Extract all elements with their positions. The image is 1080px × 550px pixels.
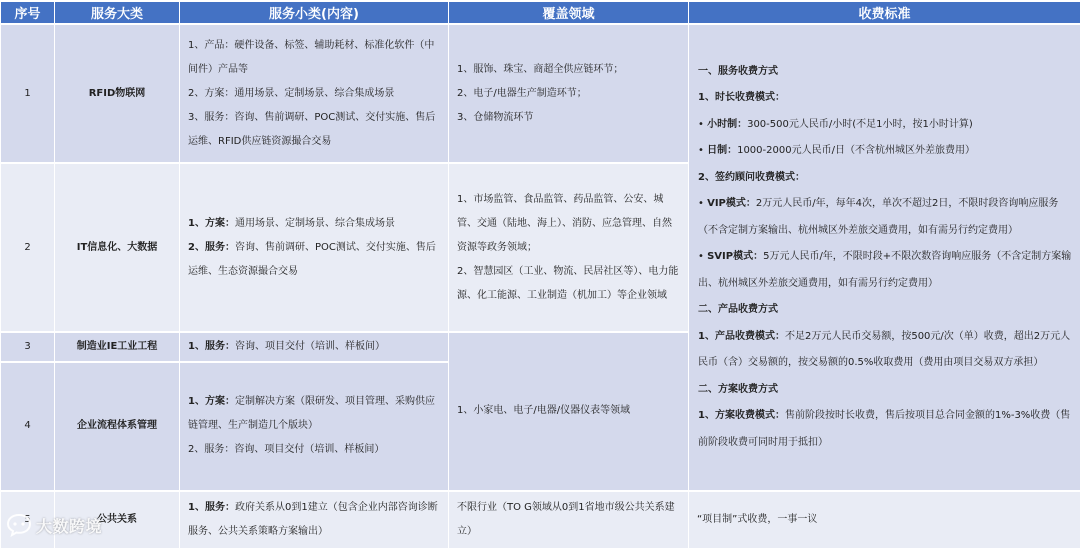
sub-item: 2、服务：咨询、项目交付（培训、样板间） (188, 444, 385, 456)
fee-bullet: • SVIP模式：5万元人民币/年，不限时段+不限次数咨询响应服务（不含定制方案输出、杭州城区外差旅交通费用，如有需另行约定费用） (698, 244, 1072, 297)
sub-item: 3、服务：咨询、售前调研、POC测试、交付实施、售后运维、RFID供应链资源撮合交易 (188, 111, 436, 147)
row-category: 公共关系 (55, 492, 179, 548)
row-subcategory (180, 164, 448, 331)
row-number: 5 (1, 492, 54, 548)
table-header-row (1, 2, 1080, 23)
row-number: 4 (1, 363, 54, 490)
fee-bullet: • 日制：1000-2000元人民币/日（不含杭州城区外差旅费用） (698, 138, 1072, 165)
fee-heading: 2、签约顾问收费模式： (698, 171, 805, 183)
row-category: 企业流程体系管理 (55, 363, 179, 490)
coverage-item: 1、小家电、电子/电器/仪器仪表等领域 (457, 405, 631, 417)
row-coverage (449, 25, 688, 162)
header-seq: 序号 (1, 2, 54, 23)
fee-paragraph: 1、产品收费模式：不足2万元人民币交易额，按500元/次（单）收费，超出2万元人民币（含）交易额的，按交易额的0.5%收取费用（费用由项目交易双方承担） (698, 330, 1071, 369)
fee-standard-cell (689, 25, 1080, 490)
fee-heading: 二、产品收费方式 (698, 304, 778, 316)
row-coverage (449, 333, 688, 489)
header-subcategory: 服务小类(内容) (180, 2, 448, 23)
table-row (1, 492, 1080, 548)
coverage-item: 1、市场监管、食品监管、药品监管、公安、城管、交通（陆地、海上）、消防、应急管理、自然资源等政务领域； (457, 193, 672, 253)
header-coverage: 覆盖领域 (449, 2, 688, 23)
fee-bullet: • VIP模式：2万元人民币/年，每年4次，单次不超过2日，不限时段咨询响应服务（不含定制方案输出、杭州城区外差旅交通费用，如有需另行约定费用） (698, 191, 1072, 244)
fee-heading: 一、服务收费方式 (698, 65, 778, 77)
sub-item: 2、服务：咨询、售前调研、POC测试、交付实施、售后运维、生态资源撮合交易 (188, 241, 436, 277)
coverage-item: 3、仓储物流环节 (457, 111, 534, 123)
row-category: 制造业IE工业工程 (55, 333, 179, 360)
row-number: 1 (1, 25, 54, 162)
fee-heading: 1、时长收费模式： (698, 92, 785, 104)
sub-item: 2、方案：通用场景、定制场景、综合集成场景 (188, 87, 395, 99)
fee-heading: 二、方案收费方式 (698, 383, 778, 395)
fee-bullet: • 小时制：300-500元人民币/小时(不足1小时，按1小时计算) (698, 112, 1072, 139)
row-fee: “项目制”式收费，一事一议 (689, 492, 1080, 548)
coverage-item: 1、服饰、珠宝、商超全供应链环节； (457, 63, 624, 75)
row-category: IT信息化、大数据 (55, 164, 179, 331)
row-subcategory (180, 492, 448, 548)
row-subcategory (180, 333, 448, 360)
fee-paragraph: 1、方案收费模式：售前阶段按时长收费，售后按项目总合同金额的1%-3%收费（售前阶段收费可同时用于抵扣） (698, 410, 1071, 448)
row-subcategory (180, 363, 448, 490)
coverage-item: 不限行业（TO G领域从0到1省地市级公共关系建立） (457, 501, 675, 537)
header-category: 服务大类 (55, 2, 179, 23)
sub-item: 1、方案：定制解决方案（限研发、项目管理、采购供应链管理、生产制造几个版块） (188, 396, 435, 432)
row-category: RFID物联网 (55, 25, 179, 162)
coverage-item: 2、智慧园区（工业、物流、民居社区等）、电力能源、化工能源、工业制造（机加工）等企业领域 (457, 265, 679, 301)
row-subcategory (180, 25, 448, 162)
table-row (1, 25, 1080, 162)
sub-item: 1、产品：硬件设备、标签、辅助耗材、标准化软件（中间件）产品等 (188, 39, 435, 75)
watermark-text: 大数跨境 (36, 516, 103, 536)
sub-item: 1、服务：咨询、项目交付（培训、样板间） (188, 340, 385, 352)
row-number: 2 (1, 164, 54, 331)
row-coverage (449, 492, 688, 548)
row-number: 3 (1, 333, 54, 360)
sub-item: 1、服务：政府关系从0到1建立（包含企业内部咨询诊断服务、公共关系策略方案输出） (188, 501, 438, 537)
sub-item: 1、方案：通用场景、定制场景、综合集成场景 (188, 217, 395, 229)
header-fee: 收费标准 (689, 2, 1080, 23)
coverage-item: 2、电子/电器生产制造环节； (457, 87, 587, 99)
row-coverage (449, 164, 688, 331)
